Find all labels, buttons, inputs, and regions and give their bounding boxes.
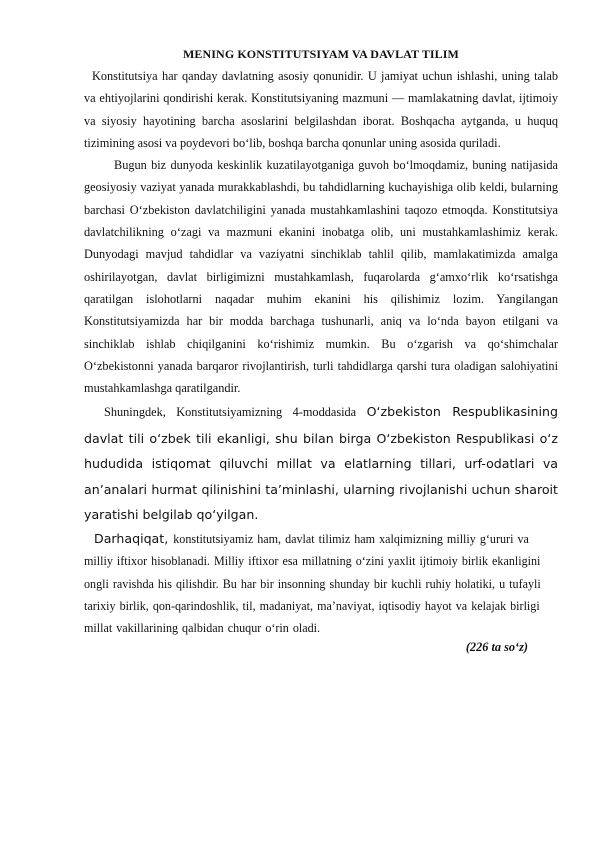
word-count: (226 ta so‘z) bbox=[465, 640, 528, 655]
paragraph-constitution-definition: Konstitutsiya har qanday davlatning asosiy qonunidir. U jamiyat uchun ishlashi, uning talab va ehtiyojlarini qondirishi kerak. Konstitutsiyaning mazmuni — mamlakatning davlat, ijtimoiy va siyosiy hayotining barcha asoslarini belgilashdan iborat. Boshqacha aytganda, u huquq tizimining asosi va poydevori bo‘lib, boshqa barcha qonunlar uning asosida quriladi. bbox=[84, 69, 558, 150]
document-title: MENING KONSTITUTSIYAM VA DAVLAT TILIM bbox=[182, 47, 459, 61]
paragraph-4-body: konstitutsiyamiz ham, davlat tilimiz ham xalqimizning milliy g‘ururi va milliy iftixor hisoblanadi. Milliy iftixor esa millatning o‘zini yaxlit ijtimoiy birlik ekanligini ongli ravishda his qilishdir. Bu har bir insonning shunday bir kuchli ruhiy holatiki, u tufayli tarixiy birlik, qon-qarindoshlik, til, madaniyat, ma’naviyat, iqtisodiy hayot va kelajak birligi millat vakillarining qalbidan chuqur o‘rin oladi. bbox=[84, 531, 541, 636]
paragraph-3-body: O‘zbekiston Respublikasining davlat tili o‘zbek tili ekanligi, shu bilan birga O‘zbekiston Respublikasi o‘z hududida istiqomat qiluvchi millat va elatlarning tillari, urf-odatlari va an’analari hurmat qilinishini ta’minlashi, ularning rivojlanishi uchun sharoit yaratishi belgilab qo‘yilgan. bbox=[84, 404, 558, 523]
paragraph-4-lead: Darhaqiqat, bbox=[94, 530, 174, 546]
paragraph-geopolitical-situation: Bugun biz dunyoda keskinlik kuzatilayotganiga guvoh bo‘lmoqdamiz, buning natijasida geosiyosiy vaziyat yanada murakkablashdi, bu tahdidlarning kuchayishiga olib keldi, bularning barchasi O‘zbekiston davlatchiligini yanada mustahkamlashini taqozo etmoqda. Konstitutsiya davlatchilikning o‘zagi va mazmuni ekanini inobatga olib, uni mustahkamlashimiz kerak. Dunyodagi mavjud tahdidlar va vaziyatni sinchiklab tahlil qilib, mamlakatimizda amalga oshirilayotgan, davlat birligimizni mustahkamlash, fuqarolarda g‘amxo‘rlik ko‘rsatishga qaratilgan islohotlarni naqadar muhim ekanini his qilishimiz lozim. Yangilangan Konstitutsiyamizda har bir modda barchaga tushunarli, aniq va lo‘nda bayon etilgani va sinchiklab ishlab chiqilganini ko‘rishimiz mumkin. Bu o‘zgarish va qo‘shimchalar O‘zbekistonni yanada barqaror rivojlantirish, turli tahdidlarga qarshi tura oladigan salohiyatini mustahkamlashga qaratilgandir. bbox=[84, 158, 558, 396]
paragraph-3-lead: Shuningdek, Konstitutsiyamizning 4-moddasida bbox=[104, 405, 367, 420]
document-page bbox=[84, 46, 558, 655]
paragraph-national-pride bbox=[84, 528, 558, 639]
paragraph-state-language-article bbox=[84, 399, 558, 528]
